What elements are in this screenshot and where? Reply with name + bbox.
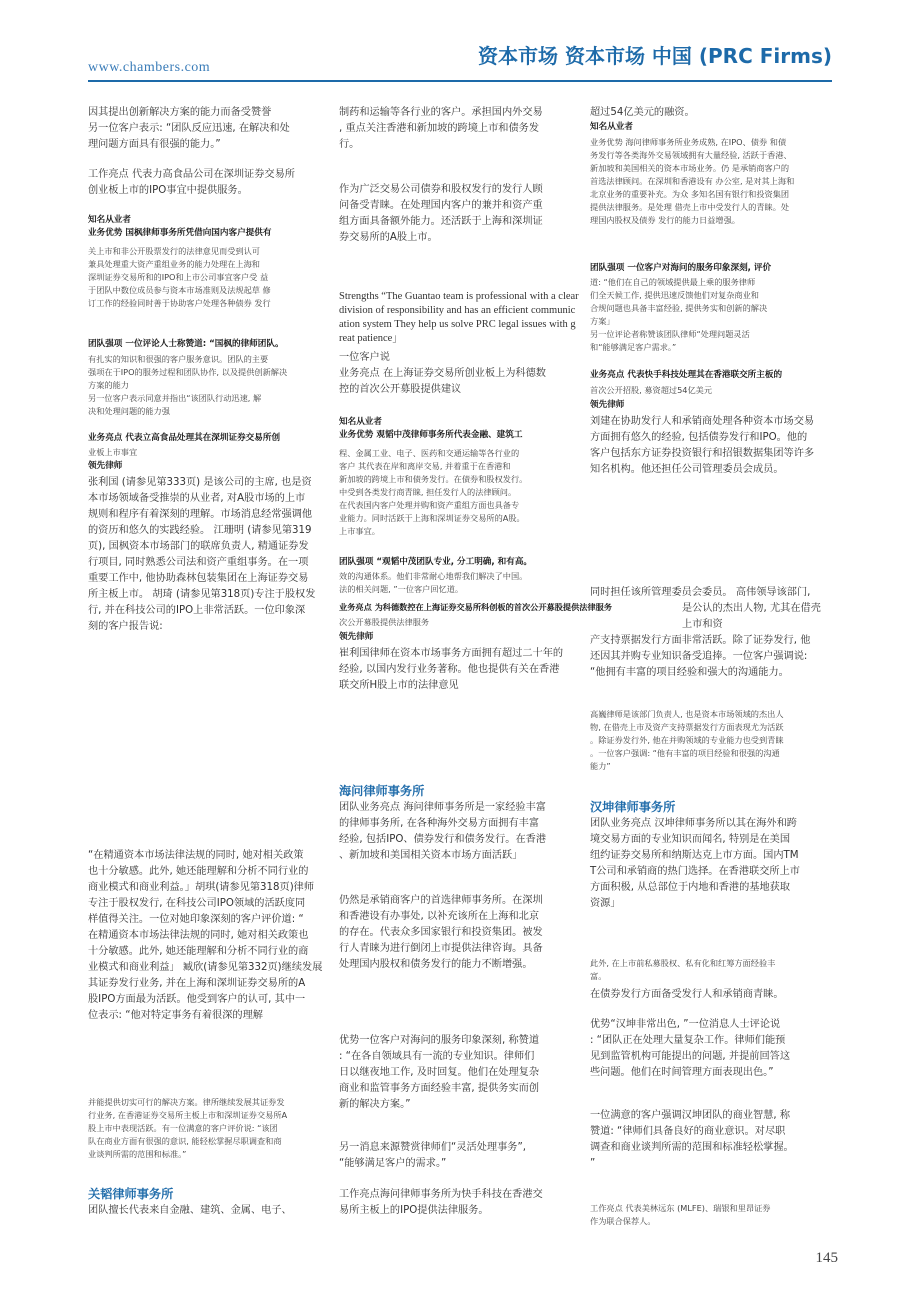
text-block: 优势一位客户对海问的服务印象深刻, 称赞道 : “在各自领域具有一流的专业知识。律师们 日以继夜地工作, 及时回复。他们在处理复杂 商业和监管事务方面经验丰富, 提供务实而创 新的解决方案。” xyxy=(339,1035,540,1110)
text-block: 关上市和非公开股票发行的法律意见而受到认可 兼具处理重大资产重组业务的能力处理在上海和 深圳证券交易所和的IPO和上市公司事宜客户受 益 于团队中数位成员参与资本市场准则及法规起草 修 订工作的经验同时善于协助客户处理各种债券 发行 xyxy=(88,246,271,308)
text-block: 因其提出创新解决方案的能力而备受赞誉 另一位客户表示: “团队反应迅速, 在解决和处 理问题方面具有很强的能力。” xyxy=(88,107,290,150)
header-rule xyxy=(88,80,832,82)
notable-practitioners-heading: 知名从业者 xyxy=(590,122,633,132)
strengths-heading: 团队强项 “观韬中茂团队专业, 分工明确, 和有高。 xyxy=(339,557,533,567)
strengths-heading: 团队强项 一位评论人士称赞道: “国枫的律师团队。 xyxy=(88,339,284,349)
leading-lawyers-heading: 领先律师 xyxy=(590,400,625,410)
text-block: 有扎实的知识和很强的客户服务意识。团队的主要 强项在于IPO的服务过程和团队协作, 以及提供创新解决 方案的能力 另一位客户表示同意并指出“该团队行动迅速, 解 决和处理问题的能力强 xyxy=(88,354,288,416)
notable-practitioners-heading: 知名从业者 业务优势 观韬中茂律师事务所代表金融、建筑工 xyxy=(339,417,523,440)
text-block: 张利国 (请参见第333页) 是该公司的主席, 也是资 本市场领域备受推崇的从业者, 对A股市场的上市 规则和程序有着深刻的理解。市场消息经常强调他 的资历和悠久的实践经验。 江珊明 (请参见第319 页), 国枫资本市场部门的联席负责人, 精通证券发 行项目, 同时熟悉公司法和资产重组事务。在一项 重要工作中, 他协助森林包装集团在上海证券交易 所主板上市。 胡琦 (请参见第318页)专注于股权发 行, 并在科技公司的IPO上非常活跃。一位印象深 刻的客户报告说: xyxy=(88,477,316,632)
text-block: 一位满意的客户强调汉坤团队的商业智慧, 称 赞道: “律师们具备良好的商业意识。对尽职 调查和商业谈判所需的范围和标准轻松掌握。 ” xyxy=(590,1110,794,1169)
text-block: 一位客户说 业务亮点 在上海证券交易所创业板上为科德数 控的首次公开募股提供建议 xyxy=(339,352,546,395)
text-block: 在债券发行方面备受发行人和承销商青睐。 xyxy=(590,989,784,1000)
text-block: 工作亮点 代表力高食品公司在深圳证券交易所 创业板上市的IPO事宜中提供服务。 xyxy=(88,169,295,196)
highlights-heading: 业务亮点 为科德数控在上海证券交易所科创板的首次公开募股提供法律服务 xyxy=(339,602,613,612)
notable-practitioners-heading: 知名从业者 业务优势 国枫律师事务所凭借向国内客户提供有 xyxy=(88,215,272,238)
header-title: 资本市场 资本市场 中国 (PRC Firms) xyxy=(478,44,832,68)
text-block: 工作亮点 代表美林远东 (MLFE)、瑞银和里昂证券 作为联合保荐人。 xyxy=(590,1203,771,1226)
page-number: 145 xyxy=(815,1250,838,1266)
text-block: 优势“汉坤非常出色, ”一位消息人士评论说 : “团队正在处理大量复杂工作。律师们能预 见到监管机构可能提出的问题, 并提前回答这 些问题。他们在时间管理方面表现出色。” xyxy=(590,1019,791,1078)
text-block: 团队擅长代表来自金融、建筑、金属、电子、 xyxy=(88,1205,292,1216)
strengths-heading: 团队强项 一位客户对海问的服务印象深刻, 评价 xyxy=(590,263,772,273)
text-block: 程、金属工业、电子、医药和交通运输等各行业的 客户 其代表在岸和离岸交易, 并着重于在香港和 新加坡的跨境上市和债务发行。在债券和股权发行。 中受到各类发行商青睐, 担任发行人的法律顾问。 在代表国内客户处理并购和资产重组方面也具备专 业能力。同时活跃于上海和深圳证券交易所的A股。 上市事宜。 xyxy=(339,448,528,536)
text-block: 团队业务亮点 海问律师事务所是一家经验丰富 的律师事务所, 在各种海外交易方面拥有丰富 经验, 包括IPO、债券发行和债务发行。在香港 、新加坡和美国相关资本市场方面活跃」 xyxy=(339,802,547,861)
text-block: 同时担任该所管理委员会委员。 高伟领导该部门, 是公认的杰出人物, 尤其在借壳上市和资 产支持票据发行方面非常活跃。除了证券发行, 他 还因其并购专业知识备受追捧。一位客户强调说: “他拥有丰富的项目经验和强大的沟通能力。 xyxy=(590,587,821,678)
text-block: 作为广泛交易公司债券和股权发行的发行人顾 问备受青睐。在处理国内客户的兼并和资产重 组方面具备额外能力。还活跃于上海和深圳证 券交易所的A股上市。 xyxy=(339,184,543,243)
text-block: 仍然是承销商客户的首选律师事务所。在深圳 和香港设有办事处, 以补充该所在上海和北京 的存在。代表众多国家银行和投资集团。被发 行人青睐为进行倒闭上市提供法律咨询。具备 处理国内股权和债务发行的能力不断增强。 xyxy=(339,895,543,970)
highlights-heading: 业务亮点 代表立高食品处理其在深圳证券交易所创 xyxy=(88,433,281,443)
text-block: 制药和运输等各行业的客户。承担国内外交易 , 重点关注香港和新加坡的跨境上市和债务发 行。 xyxy=(339,107,543,150)
english-quote: Strengths “The Guantao team is professional with a clear division of responsibility and has an efficient communication system They help us solve PRC legal issues with great patience」 xyxy=(339,291,579,344)
text-block: 业务优势 海问律师事务所业务成熟, 在IPO、债券 和债 务发行等各类海外交易领域拥有大量经验, 活跃于香港、 新加坡和美国相关的资本市场业务。仍 是承销商客户的 首选法律顾问。在深圳和香港设有 办公室, 是对其上海和 北京业务的重要补充。为众 多知名国有银行和投资集团 提供法律服务。是处理 借壳上市中受发行人的青睐。处 理国内股权及债券 发行的能力日益增强。 xyxy=(590,137,795,225)
text-block: 团队业务亮点 汉坤律师事务所以其在海外和跨 境交易方面的专业知识而闻名, 特别是在美国 纽约证券交易所和纳斯达克上市方面。国内TM T公司和承销商的热门选择。在香港联交所上市 方面积极, 从总部位于内地和香港的基地获取 资源」 xyxy=(590,818,800,909)
text-block: 并能提供切实可行的解决方案。律所继续发展其证券发 行业务, 在香港证券交易所主板上市和深圳证券交易所A 股上市中表现活跃。有一位满意的客户评价说: “该团 队在商业方面有很强的意识, 能轻松掌握尽职调查和商 业谈判所需的范围和标准。” xyxy=(88,1097,288,1159)
text-block: 此外, 在上市前私募股权、私有化和红筹方面经验丰 富。 xyxy=(590,958,776,981)
text-block: 工作亮点海问律师事务所为快手科技在香港交 易所主板上的IPO提供法律服务。 xyxy=(339,1189,543,1216)
text-block: 首次公开招股, 募资超过54亿美元 xyxy=(590,385,713,395)
text-block: 另一消息来源赞赏律师们“灵活处理事务”, “能够满足客户的需求。” xyxy=(339,1142,526,1169)
highlights-heading: 业务亮点 代表快手科技处理其在香港联交所主板的 xyxy=(590,370,783,380)
header-url[interactable]: www.chambers.com xyxy=(88,60,211,75)
text-block: 超过54亿美元的融资。 xyxy=(590,107,695,118)
text-block: 效的沟通体系。他们非常耐心地帮我们解决了中国。 法的相关问题, ”一位客户回忆道。 xyxy=(339,571,528,594)
text-block: 业板上市事宜 xyxy=(88,447,138,457)
firm-heading-hankun: 汉坤律师事务所 xyxy=(590,800,676,814)
text-block: 次公开募股提供法律服务 xyxy=(339,617,430,627)
text-block: 高巍律师是该部门负责人, 也是资本市场领域的杰出人 物, 在借壳上市及资产支持票据发行方面表现尤为活跃 。除证券发行外, 他在并购领域的专业能力也受到青睐 。一位客户强调: “他有丰富的项目经验和很强的沟通 能力” xyxy=(590,709,784,771)
firm-heading-haiwen: 海问律师事务所 xyxy=(339,784,425,798)
text-block: 道: “他们在自己的领域提供最上乘的服务律师 们全天候工作, 提供迅速反馈他们对复杂商业和 合规问题也具备丰富经验, 提供务实和创新的解决 方案」 另一位评论者称赞该团队律师“处理问题灵活 和“能够满足客户需求。” xyxy=(590,277,768,352)
leading-lawyers-heading: 领先律师 xyxy=(88,461,123,471)
text-block: 刘建在协助发行人和承销商处理各种资本市场交易 方面拥有悠久的经验, 包括债券发行和IPO。他的 客户包括东方证券投资银行和招银数据集团等许多 知名机构。他还担任公司管理委员会成员。 xyxy=(590,416,815,475)
text-block: 崔利国律师在资本市场事务方面拥有超过二十年的 经验, 以国内发行业务著称。他也提供有关在香港 联交所H股上市的法律意见 xyxy=(339,648,564,691)
leading-lawyers-heading: 领先律师 xyxy=(339,632,374,642)
text-block: “在精通资本市场法律法规的同时, 她对相关政策 也十分敏感。此外, 她还能理解和分析不同行业的 商业模式和商业利益。」胡琪(请参见第318页)律师 专注于股权发行, 在科技公司IPO领域的活跃度同 样值得关注。一位对她印象深刻的客户评价道: “ 在精通资本市场法律法规的同时, 她对相关政策也 十分敏感。此外, 她还能理解和分析不同行业的商 业模式和商业利益」 臧欣(请参见第332页)继续发展 其证券发行业务, 并在上海和深圳证券交易所的A 股IPO方面最为活跃。他受到客户的认可, 其中一 位表示: “他对特定事务有着很深的理解 xyxy=(88,850,323,1021)
firm-heading-guantao: 关韬律师事务所 xyxy=(88,1187,174,1201)
